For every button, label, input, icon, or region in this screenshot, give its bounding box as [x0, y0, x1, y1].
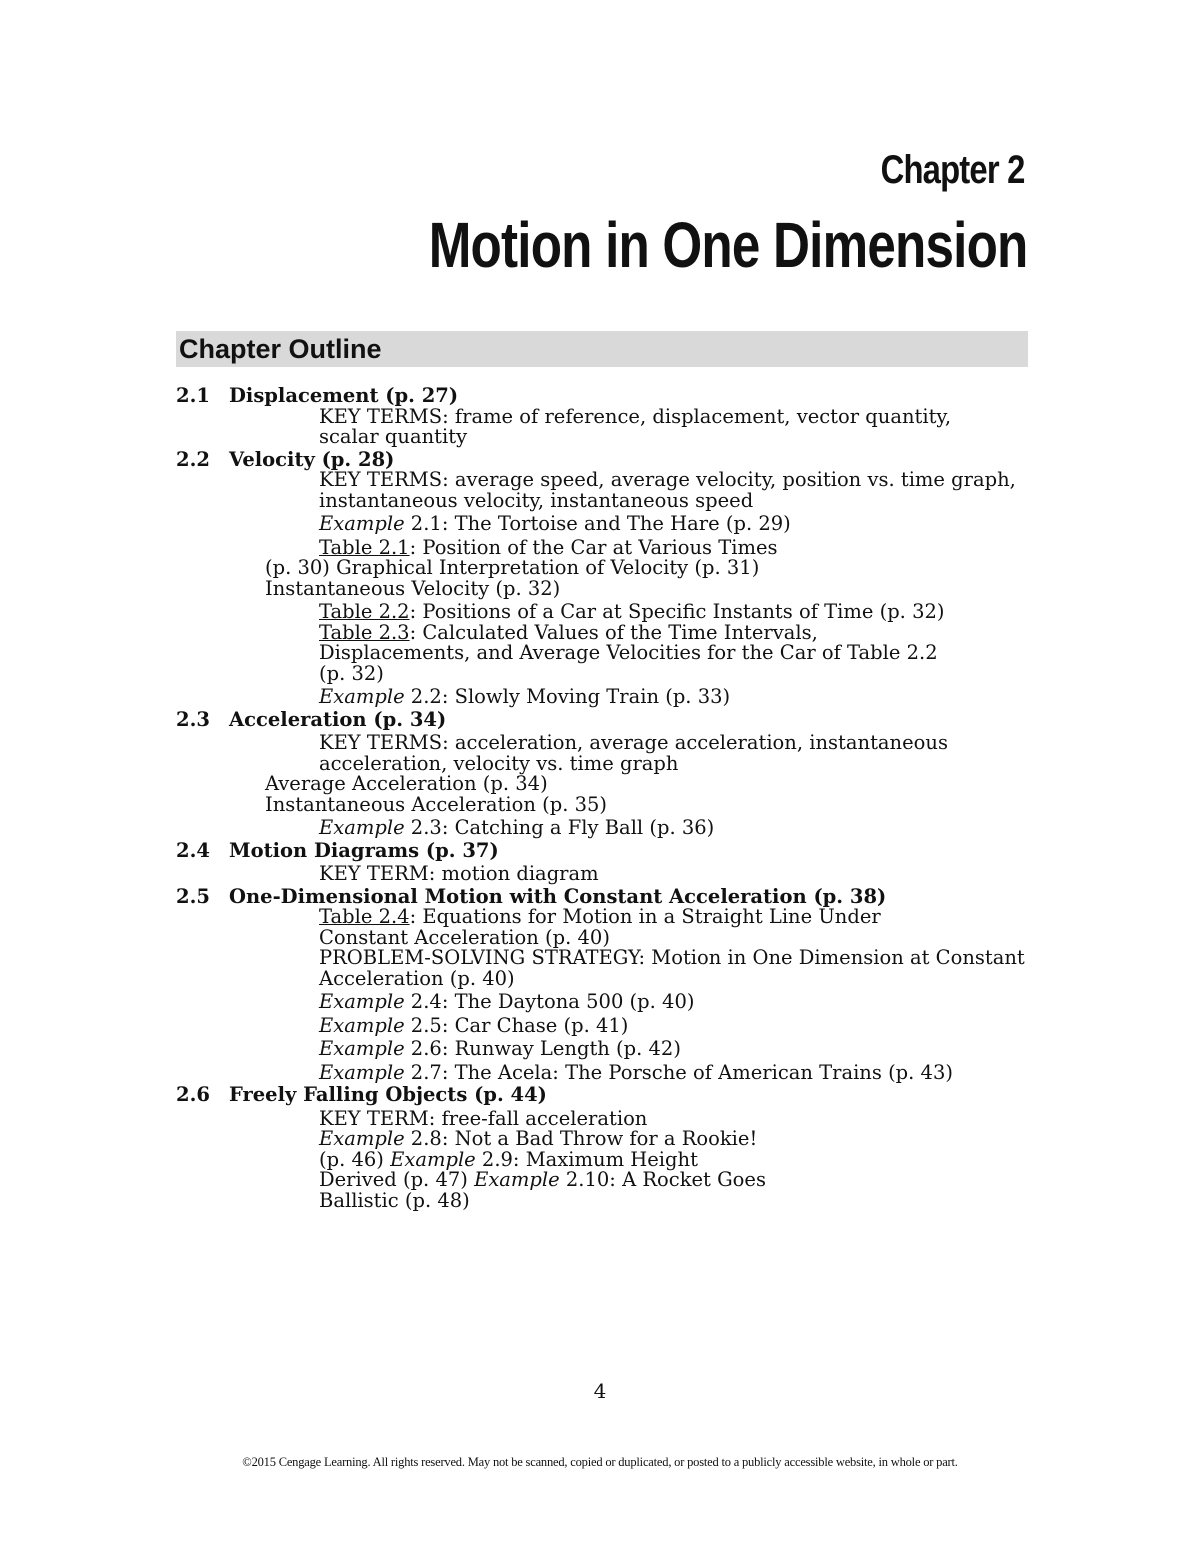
- table-entry: [176, 620, 1046, 644]
- example-label: Example: [319, 816, 405, 839]
- example-entry: [176, 1060, 1046, 1084]
- strategy-continuation: Acceleration (p. 40): [319, 966, 515, 990]
- page-number: 4: [593, 1379, 607, 1403]
- section-number: 2.5: [176, 884, 210, 908]
- subsection-line: Instantaneous Velocity (p. 32): [265, 576, 561, 600]
- page-ref: Derived (p. 47): [319, 1168, 475, 1191]
- section-title: Motion Diagrams (p. 37): [229, 838, 499, 862]
- key-terms-continuation: instantaneous velocity, instantaneous speed: [319, 488, 754, 512]
- key-term: [176, 1106, 1046, 1130]
- key-term-text: motion diagram: [435, 862, 599, 885]
- key-terms-label: KEY TERMS:: [319, 731, 449, 754]
- table-continuation: Constant Acceleration (p. 40): [319, 925, 610, 949]
- section-title: Acceleration (p. 34): [229, 707, 447, 731]
- table-label: Table 2.3: [319, 620, 410, 644]
- section-heading: [176, 447, 1046, 471]
- table-entry: [176, 907, 1046, 928]
- example-continuation: Ballistic (p. 48): [319, 1188, 470, 1212]
- section-heading: [176, 884, 1046, 908]
- example-entry: [176, 687, 1046, 708]
- example-label: Example: [319, 1037, 405, 1060]
- key-term-text: free-fall acceleration: [435, 1106, 648, 1130]
- key-terms-label: KEY TERMS:: [319, 404, 449, 428]
- section-heading: [176, 838, 1046, 862]
- example-text: 2.8: Not a Bad Throw for a Rookie!: [404, 1127, 758, 1150]
- section-heading: [176, 386, 1046, 407]
- example-label: Example: [319, 1013, 405, 1037]
- key-terms-continuation: scalar quantity: [319, 425, 468, 448]
- section-number: 2.2: [176, 447, 210, 471]
- example-entry: [176, 1013, 1046, 1037]
- example-label: Example: [319, 1060, 405, 1084]
- example-text: 2.10: A Rocket Goes: [559, 1168, 766, 1191]
- example-text: 2.1: The Tortoise and The Hare (p. 29): [404, 512, 791, 535]
- example-text: 2.5: Car Chase (p. 41): [404, 1013, 629, 1037]
- example-label: Example: [319, 1127, 405, 1150]
- strategy-entry: [176, 948, 1046, 969]
- key-terms-text: average speed, average velocity, position vs. time graph,: [454, 468, 1016, 491]
- section-number: 2.4: [176, 838, 210, 862]
- table-continuation: (p. 32): [319, 661, 384, 685]
- example-entry: [176, 818, 1046, 839]
- key-term-label: KEY TERM:: [319, 862, 436, 885]
- key-terms: [176, 733, 1046, 754]
- example-entry: [176, 514, 1046, 535]
- section-number: 2.1: [176, 384, 210, 407]
- table-entry: [176, 602, 1046, 623]
- chapter-label: Chapter 2: [880, 148, 1024, 192]
- example-text: 2.4: The Daytona 500 (p. 40): [404, 990, 695, 1013]
- example-entry: [176, 1129, 1046, 1150]
- copyright-notice: ©2015 Cengage Learning. All rights reserved. May not be scanned, copied or duplicated, or posted to a publicly accessible website, in whole or part.: [242, 1455, 958, 1469]
- section-title: One-Dimensional Motion with Constant Acceleration (p. 38): [229, 884, 887, 908]
- key-terms: [176, 470, 1046, 491]
- outline-heading: Chapter Outline: [179, 334, 382, 364]
- table-text: : Position of the Car at Various Times: [409, 535, 778, 559]
- table-text: : Positions of a Car at Specific Instants of Time (p. 32): [409, 600, 945, 623]
- example-text: 2.6: Runway Length (p. 42): [404, 1037, 681, 1060]
- section-heading: [176, 1085, 1046, 1106]
- table-text: : Equations for Motion in a Straight Line Under: [409, 905, 881, 928]
- key-term-label: KEY TERM:: [319, 1106, 436, 1130]
- chapter-title: Motion in One Dimension: [429, 209, 1028, 281]
- table-label: Table 2.4: [319, 905, 410, 928]
- page-ref: (p. 46): [319, 1147, 391, 1171]
- section-heading: [176, 707, 1046, 731]
- key-terms: [176, 404, 1046, 428]
- table-continuation: Displacements, and Average Velocities for the Car of Table 2.2: [319, 641, 938, 664]
- subsection-line: (p. 30) Graphical Interpretation of Velocity (p. 31): [265, 556, 760, 579]
- example-text: 2.3: Catching a Fly Ball (p. 36): [404, 816, 715, 839]
- example-label: Example: [390, 1147, 476, 1171]
- key-terms-text: acceleration, average acceleration, instantaneous: [454, 731, 948, 754]
- subsection-line: Instantaneous Acceleration (p. 35): [265, 792, 608, 816]
- example-label: Example: [319, 512, 405, 535]
- section-title: Displacement (p. 27): [229, 384, 459, 407]
- example-text: 2.9: Maximum Height: [475, 1147, 698, 1171]
- chapter-outline: [176, 386, 1046, 1211]
- subsection-line: Average Acceleration (p. 34): [265, 772, 548, 795]
- section-title: Velocity (p. 28): [229, 447, 395, 471]
- example-label: Example: [319, 685, 405, 708]
- table-entry: [176, 535, 1046, 559]
- key-term: [176, 864, 1046, 885]
- example-label: Example: [319, 990, 405, 1013]
- strategy-text: Motion in One Dimension at Constant: [645, 946, 1025, 969]
- section-title: Freely Falling Objects (p. 44): [229, 1083, 547, 1106]
- example-text: 2.7: The Acela: The Porsche of American Trains (p. 43): [404, 1060, 953, 1084]
- example-text: 2.2: Slowly Moving Train (p. 33): [404, 685, 731, 708]
- example-label: Example: [474, 1168, 560, 1191]
- example-entry: [176, 1170, 1046, 1191]
- table-label: Table 2.1: [319, 535, 410, 559]
- section-number: 2.6: [176, 1083, 210, 1106]
- section-number: 2.3: [176, 707, 210, 731]
- table-text: : Calculated Values of the Time Intervals,: [409, 620, 818, 644]
- key-terms-label: KEY TERMS:: [319, 468, 449, 491]
- strategy-label: PROBLEM-SOLVING STRATEGY:: [319, 946, 646, 969]
- example-entry: [176, 1039, 1046, 1060]
- table-label: Table 2.2: [319, 600, 410, 623]
- key-terms-continuation: acceleration, velocity vs. time graph: [319, 751, 679, 775]
- example-entry: [176, 1147, 1046, 1171]
- key-terms-text: frame of reference, displacement, vector quantity,: [454, 404, 952, 428]
- example-entry: [176, 992, 1046, 1013]
